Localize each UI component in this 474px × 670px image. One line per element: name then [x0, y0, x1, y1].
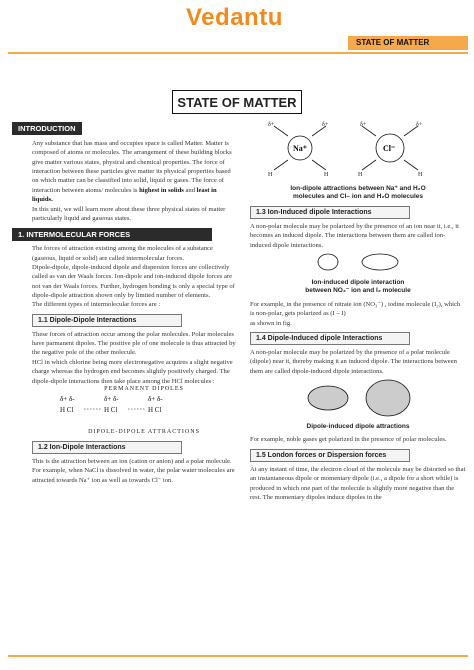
- sub-1-1-heading: 1.1 Dipole-Dipole Interactions: [32, 314, 182, 327]
- hcl-dipole-figure: [52, 386, 236, 435]
- footer-divider: [8, 655, 468, 657]
- svg-text:δ+ δ-: δ+ δ-: [148, 394, 163, 403]
- section-1-paragraph-2: Dipole-dipole, dipole-induced dipole and dispersion forces are collectively called as van der Waals forces. Ion-dipole and ion-induced dipole forces are not van der Waals forces. Further, hydrogen bonding is only a special type of dipole-dipole attraction shown only by limited number of elements.: [32, 263, 235, 300]
- sub-1-4-heading: 1.4 Dipole-Induced dipole Interactions: [250, 332, 410, 345]
- sub-1-2-heading: 1.2 Ion-Dipole Interactions: [32, 441, 182, 454]
- section-1-heading: 1. INTERMOLECULAR FORCES: [12, 228, 212, 241]
- sub-1-3-paragraph-2: For example, in the presence of nitrate ion (NO₃⁻) , iodine molecule (I₂), which is non-polar, gets polarized as (I – I): [250, 300, 461, 318]
- svg-text:δ+: δ+: [360, 122, 367, 128]
- svg-text:H Cl: H Cl: [148, 405, 162, 414]
- right-column: [250, 118, 466, 502]
- svg-text:H Cl: H Cl: [104, 405, 118, 414]
- ion-induced-dipole-diagram: [250, 250, 466, 274]
- vedantu-logo: Vedantu: [186, 4, 283, 31]
- svg-text:δ+ δ-: δ+ δ-: [104, 394, 119, 403]
- svg-text:δ+: δ+: [416, 122, 423, 128]
- sub-1-1-paragraph-2: HCl in which chlorine being more electronegative acquires a slight negative charge whereas the hydrogen end becomes slightly positively charged. The dipole-dipole interactions then take place among the HCl molecules :: [32, 358, 233, 385]
- sub-1-5-paragraph-1: At any instant of time, the electron cloud of the molecule may be distorted so that an instantaneous dipole or momentary dipole (i.e., a dipole for a short while) is produced in which one part of the molecule is slightly more negative than the rest. The momentary dipoles induce dipoles in the: [250, 465, 466, 501]
- svg-text:H: H: [358, 172, 363, 178]
- sub-1-1-paragraph-1: These forces of attraction occur among the polar molecules. Polar molecules have parmanent dipoles. The positive ple of one molecule is thus attracted by the negative pole of the other molecule.: [32, 330, 236, 357]
- dipole-induced-dipole-diagram: [250, 376, 466, 418]
- svg-text:δ+: δ+: [268, 122, 275, 128]
- sub-1-3-paragraph-3: as shown in fig.: [250, 319, 292, 327]
- cl-ion-label: Cl⁻: [383, 144, 396, 153]
- hcl-dipoles-diagram: [52, 392, 202, 424]
- svg-text:H: H: [418, 172, 423, 178]
- svg-text:δ+: δ+: [322, 122, 329, 128]
- sub-1-4-paragraph-2: For example, noble gases get polarized in the presence of polar molecules.: [250, 436, 447, 444]
- sub-1-2-paragraph-1: This is the attraction between an ion (cation or anion) and a polar molecule. For example, when NaCl is dissolved in water, the polar water molecules are attracted towards Na⁺ ion as well as towards Cl⁻ ion.: [32, 457, 235, 484]
- ion-induced-caption-2: between NO₃⁻ ion and I₂ molecule: [305, 287, 411, 295]
- ion-induced-caption-1: Ion-induced dipole interaction: [311, 278, 405, 286]
- intro-paragraph-2: In this unit, we will learn more about these three physical states of matter particularly liquid and gaseous states.: [32, 205, 226, 222]
- ion-dipole-caption-1: Ion-dipole attractions between Na⁺ and H₂O: [290, 185, 426, 192]
- section-1-paragraph-3: The different types of intermolecular forces are :: [32, 301, 161, 309]
- ion-dipole-caption-2: molecules and Cl– ion and H₂O molecules: [292, 193, 424, 201]
- na-ion-label: Na⁺: [293, 144, 307, 153]
- svg-text:H: H: [268, 172, 273, 178]
- figure-label-bottom: DIPOLE-DIPOLE ATTRACTIONS: [88, 428, 200, 435]
- header-section-label: STATE OF MATTER: [356, 38, 430, 47]
- page-title: STATE OF MATTER: [172, 90, 302, 114]
- intro-paragraph-1: Any substance that has mass and occupies space is called Matter. Matter is composed of atoms or molecules. The arrangement of these building blocks give matter various states, physical and chemical properties. The force of interaction between these particles give matter its physical properties based on which matter can be classified into solid, liquid or gases. The force of interaction between atoms/ molecules is highest in solids and least in liquids.: [32, 140, 232, 204]
- dipole-induced-caption: Dipole-induced dipole attractions: [306, 422, 410, 430]
- intro-heading: INTRODUCTION: [12, 122, 82, 135]
- section-1-paragraph-1: The forces of attraction existing among the molecules of a substance (gaseous, liquid or solid) are called intermolecular forces.: [32, 245, 213, 262]
- header-divider: [8, 52, 468, 54]
- sub-1-5-heading: 1.5 London forces or Dispersion forces: [250, 449, 410, 462]
- svg-text:δ+ δ-: δ+ δ-: [60, 394, 75, 403]
- svg-text:H Cl: H Cl: [60, 405, 74, 414]
- ion-dipole-diagram: [250, 118, 466, 180]
- sub-1-3-paragraph-1: A non-polar molecule may be polarized by the presence of an ion near it, i.e., it becomes an induced dipole. The interactions between them are called ion-induced dipole interactions.: [250, 222, 459, 249]
- left-column: [12, 118, 236, 485]
- sub-1-4-paragraph-1: A non-polar molecule may be polarized by the presence of a polar molecule (dipole) near it, thereby making it an induced dipole. The interactions between them are called dipole-induced dipole interactions.: [250, 348, 457, 375]
- sub-1-3-heading: 1.3 Ion-Induced dipole Interactions: [250, 206, 410, 219]
- figure-label-top: PERMANENT DIPOLES: [104, 385, 184, 392]
- svg-text:H: H: [324, 172, 329, 178]
